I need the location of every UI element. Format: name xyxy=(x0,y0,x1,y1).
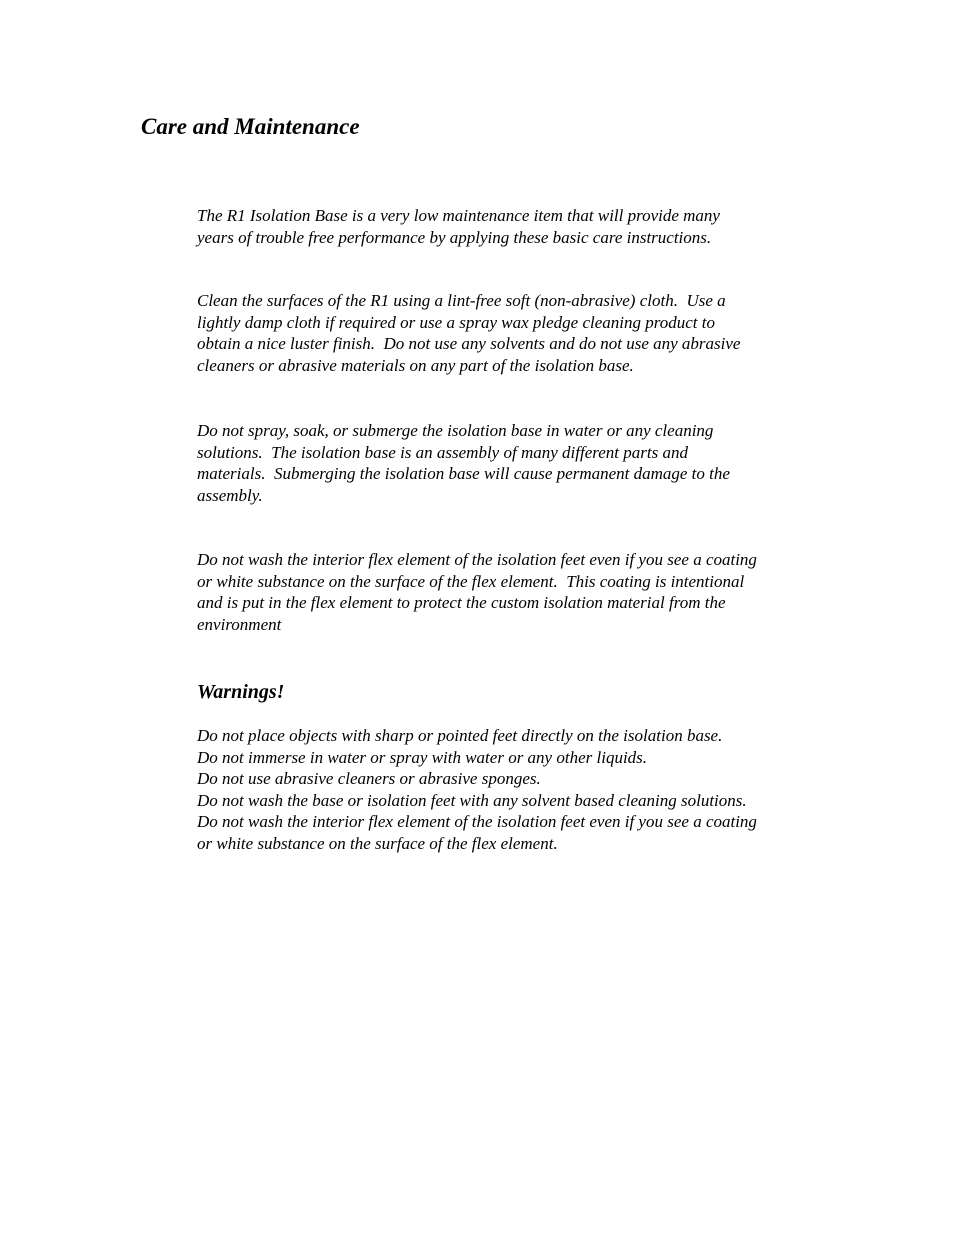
cleaning-paragraph: Clean the surfaces of the R1 using a lint-free soft (non-abrasive) cloth. Use a lightly damp cloth if required or use a spray wax pledge cleaning product to obtain a nice luster finish. Do not use any solvents and do not use any abrasive cleaners or abrasive materials on any part of the isolation base. xyxy=(197,291,741,375)
submerge-warning-paragraph: Do not spray, soak, or submerge the isolation base in water or any cleaning solutions. The isolation base is an assembly of many different parts and materials. Submerging the isolation base will cause permanent damage to the assembly. xyxy=(197,421,730,505)
warning-item: Do not wash the interior flex element of the isolation feet even if you see a coating or white substance on the surface of the flex element. xyxy=(197,812,757,853)
intro-paragraph: The R1 Isolation Base is a very low maintenance item that will provide many years of trouble free performance by applying these basic care instructions. xyxy=(197,206,720,247)
warning-item: Do not wash the base or isolation feet with any solvent based cleaning solutions. xyxy=(197,790,747,810)
warning-item: Do not place objects with sharp or pointed feet directly on the isolation base. xyxy=(197,726,723,745)
page-title: Care and Maintenance xyxy=(141,114,360,139)
warnings-list xyxy=(197,725,757,855)
warning-item: Do not use abrasive cleaners or abrasive sponges. xyxy=(197,769,541,789)
warning-item: Do not immerse in water or spray with water or any other liquids. xyxy=(197,747,648,767)
flex-element-paragraph: Do not wash the interior flex element of the isolation feet even if you see a coating or white substance on the surface of the flex element. This coating is intentional and is put in the flex element to protect the custom isolation material from the environment xyxy=(197,550,757,634)
warnings-heading: Warnings! xyxy=(197,681,285,703)
